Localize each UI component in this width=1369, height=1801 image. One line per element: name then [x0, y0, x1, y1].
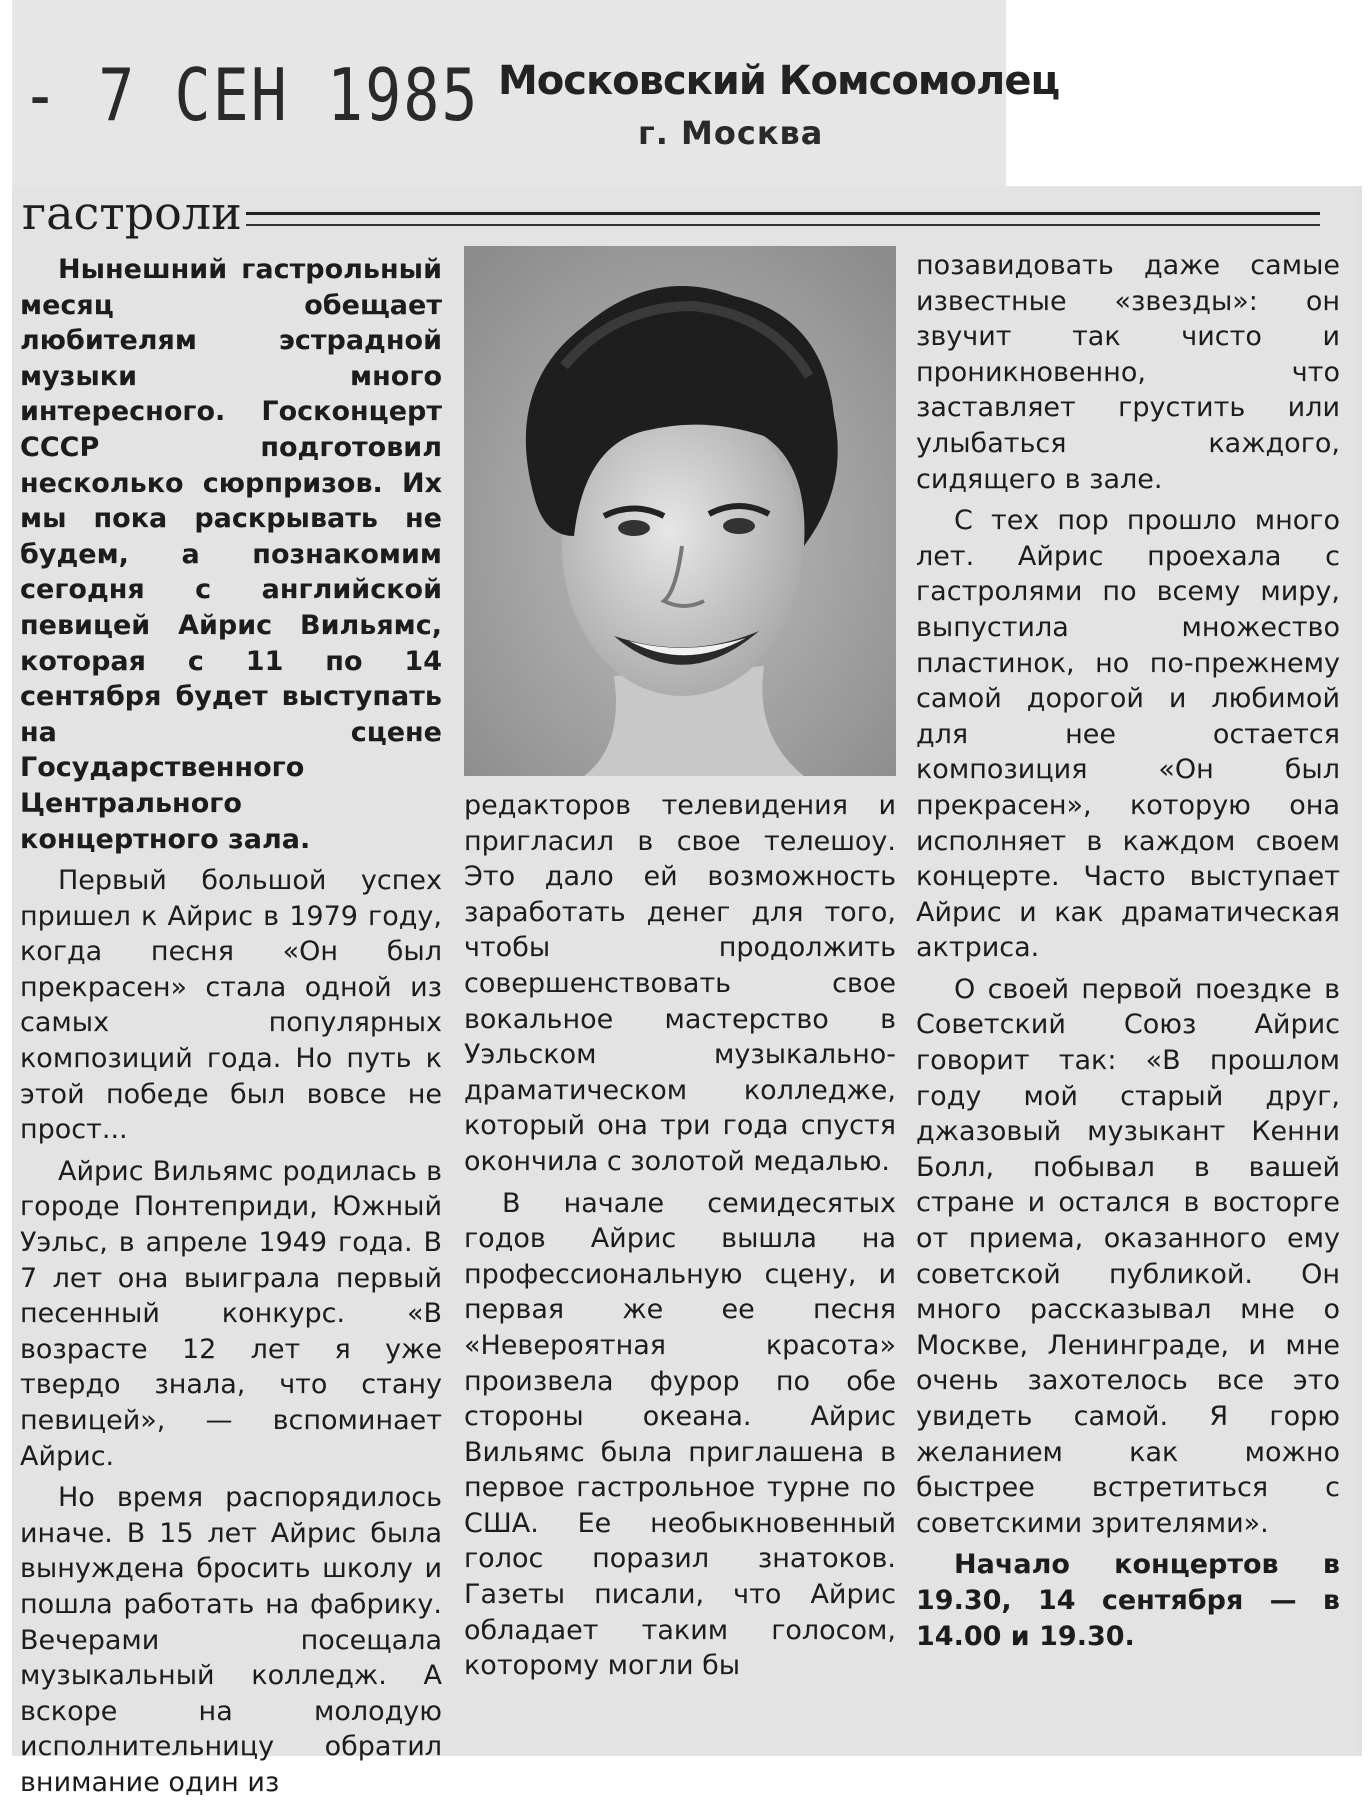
portrait-image [464, 246, 896, 776]
article-paragraph: В начале семидесятых годов Айрис вышла на профессиональную сцену, и первая же ее песня «Невероятная красота» произвела фурор по обе стороны океана. Айрис Вильямс была приглашена в первое гастрольное турне по США. Ее необыкновенный голос поразил знатоков. Газеты писали, что Айрис обладает таким голосом, которому могли бы [464, 1187, 896, 1682]
stamp-date: - 7 СЕН 1985 [22, 54, 480, 138]
article-paragraph: редакторов телевидения и пригласил в свое телешоу. Это дало ей возможность заработать денег для того, чтобы продолжить совершенствовать свое вокальное мастерство в Уэльском музыкально-драматическом колледже, который она три года спустя окончила с золотой медалью. [464, 790, 896, 1177]
article-paragraph: Но время распорядилось иначе. В 15 лет Айрис была вынуждена бросить школу и пошла работать на фабрику. Вечерами посещала музыкальный колледж. А вскоре на молодую исполнительницу обратил внимание один из [20, 1482, 442, 1798]
article-paragraph: позавидовать даже самые известные «звезды»: он звучит так чисто и проникновенно, что заставляет грустить или улыбаться каждого, сидящего в зале. [916, 250, 1340, 495]
stamp-newspaper-name: Московский Комсомолец [498, 58, 1060, 104]
lead-paragraph: Нынешний гастрольный месяц обещает любителям эстрадной музыки много интересного. Госконцерт СССР подготовил несколько сюрпризов. Их мы пока раскрывать не будем, а познакомим сегодня с английской певицей Айрис Вильямс, которая с 11 по 14 сентября будет выступать на сцене Государственного Центрального концертного зала. [20, 254, 442, 855]
article-paragraph: О своей первой поездке в Советский Союз Айрис говорит так: «В прошлом году мой старый друг, джазовый музыкант Кенни Болл, побывал в вашей стране и остался в восторге от приема, оказанного ему советской публикой. Он много рассказывал мне о Москве, Ленинграде, и мне очень захотелось все это увидеть самой. Я горю желанием как можно быстрее встретиться с советскими зрителями». [916, 973, 1340, 1539]
article-paragraph: Айрис Вильямс родилась в городе Понтеприди, Южный Уэльс, в апреле 1949 года. В 7 лет она выиграла первый песенный конкурс. «В возрасте 12 лет я уже твердо знала, что стану певицей», — вспоминает Айрис. [20, 1155, 442, 1472]
rubric-rule-secondary [246, 224, 1320, 226]
rubric-rule [246, 212, 1320, 215]
article-column-3 [916, 248, 1340, 1654]
concert-schedule-note: Начало концертов в 19.30, 14 сентября — в 14.00 и 19.30. [916, 1549, 1340, 1652]
article-paragraph: Первый большой успех пришел к Айрис в 1979 году, когда песня «Он был прекрасен» стала одной из самых популярных композиций года. Но путь к этой победе был вовсе не прост... [20, 865, 442, 1146]
singer-photo [464, 246, 896, 776]
article-column-1 [20, 252, 442, 1801]
article-column-2 [464, 788, 896, 1684]
rubric-heading: гастроли [22, 186, 242, 240]
article-paragraph: С тех пор прошло много лет. Айрис проехала с гастролями по всему миру, выпустила множество пластинок, но по-прежнему самой дорогой и любимой для нее остается композиция «Он был прекрасен», которую она исполняет в каждом своем концерте. Часто выступает Айрис и как драматическая актриса. [916, 505, 1340, 964]
stamp-city: г. Москва [638, 114, 824, 152]
